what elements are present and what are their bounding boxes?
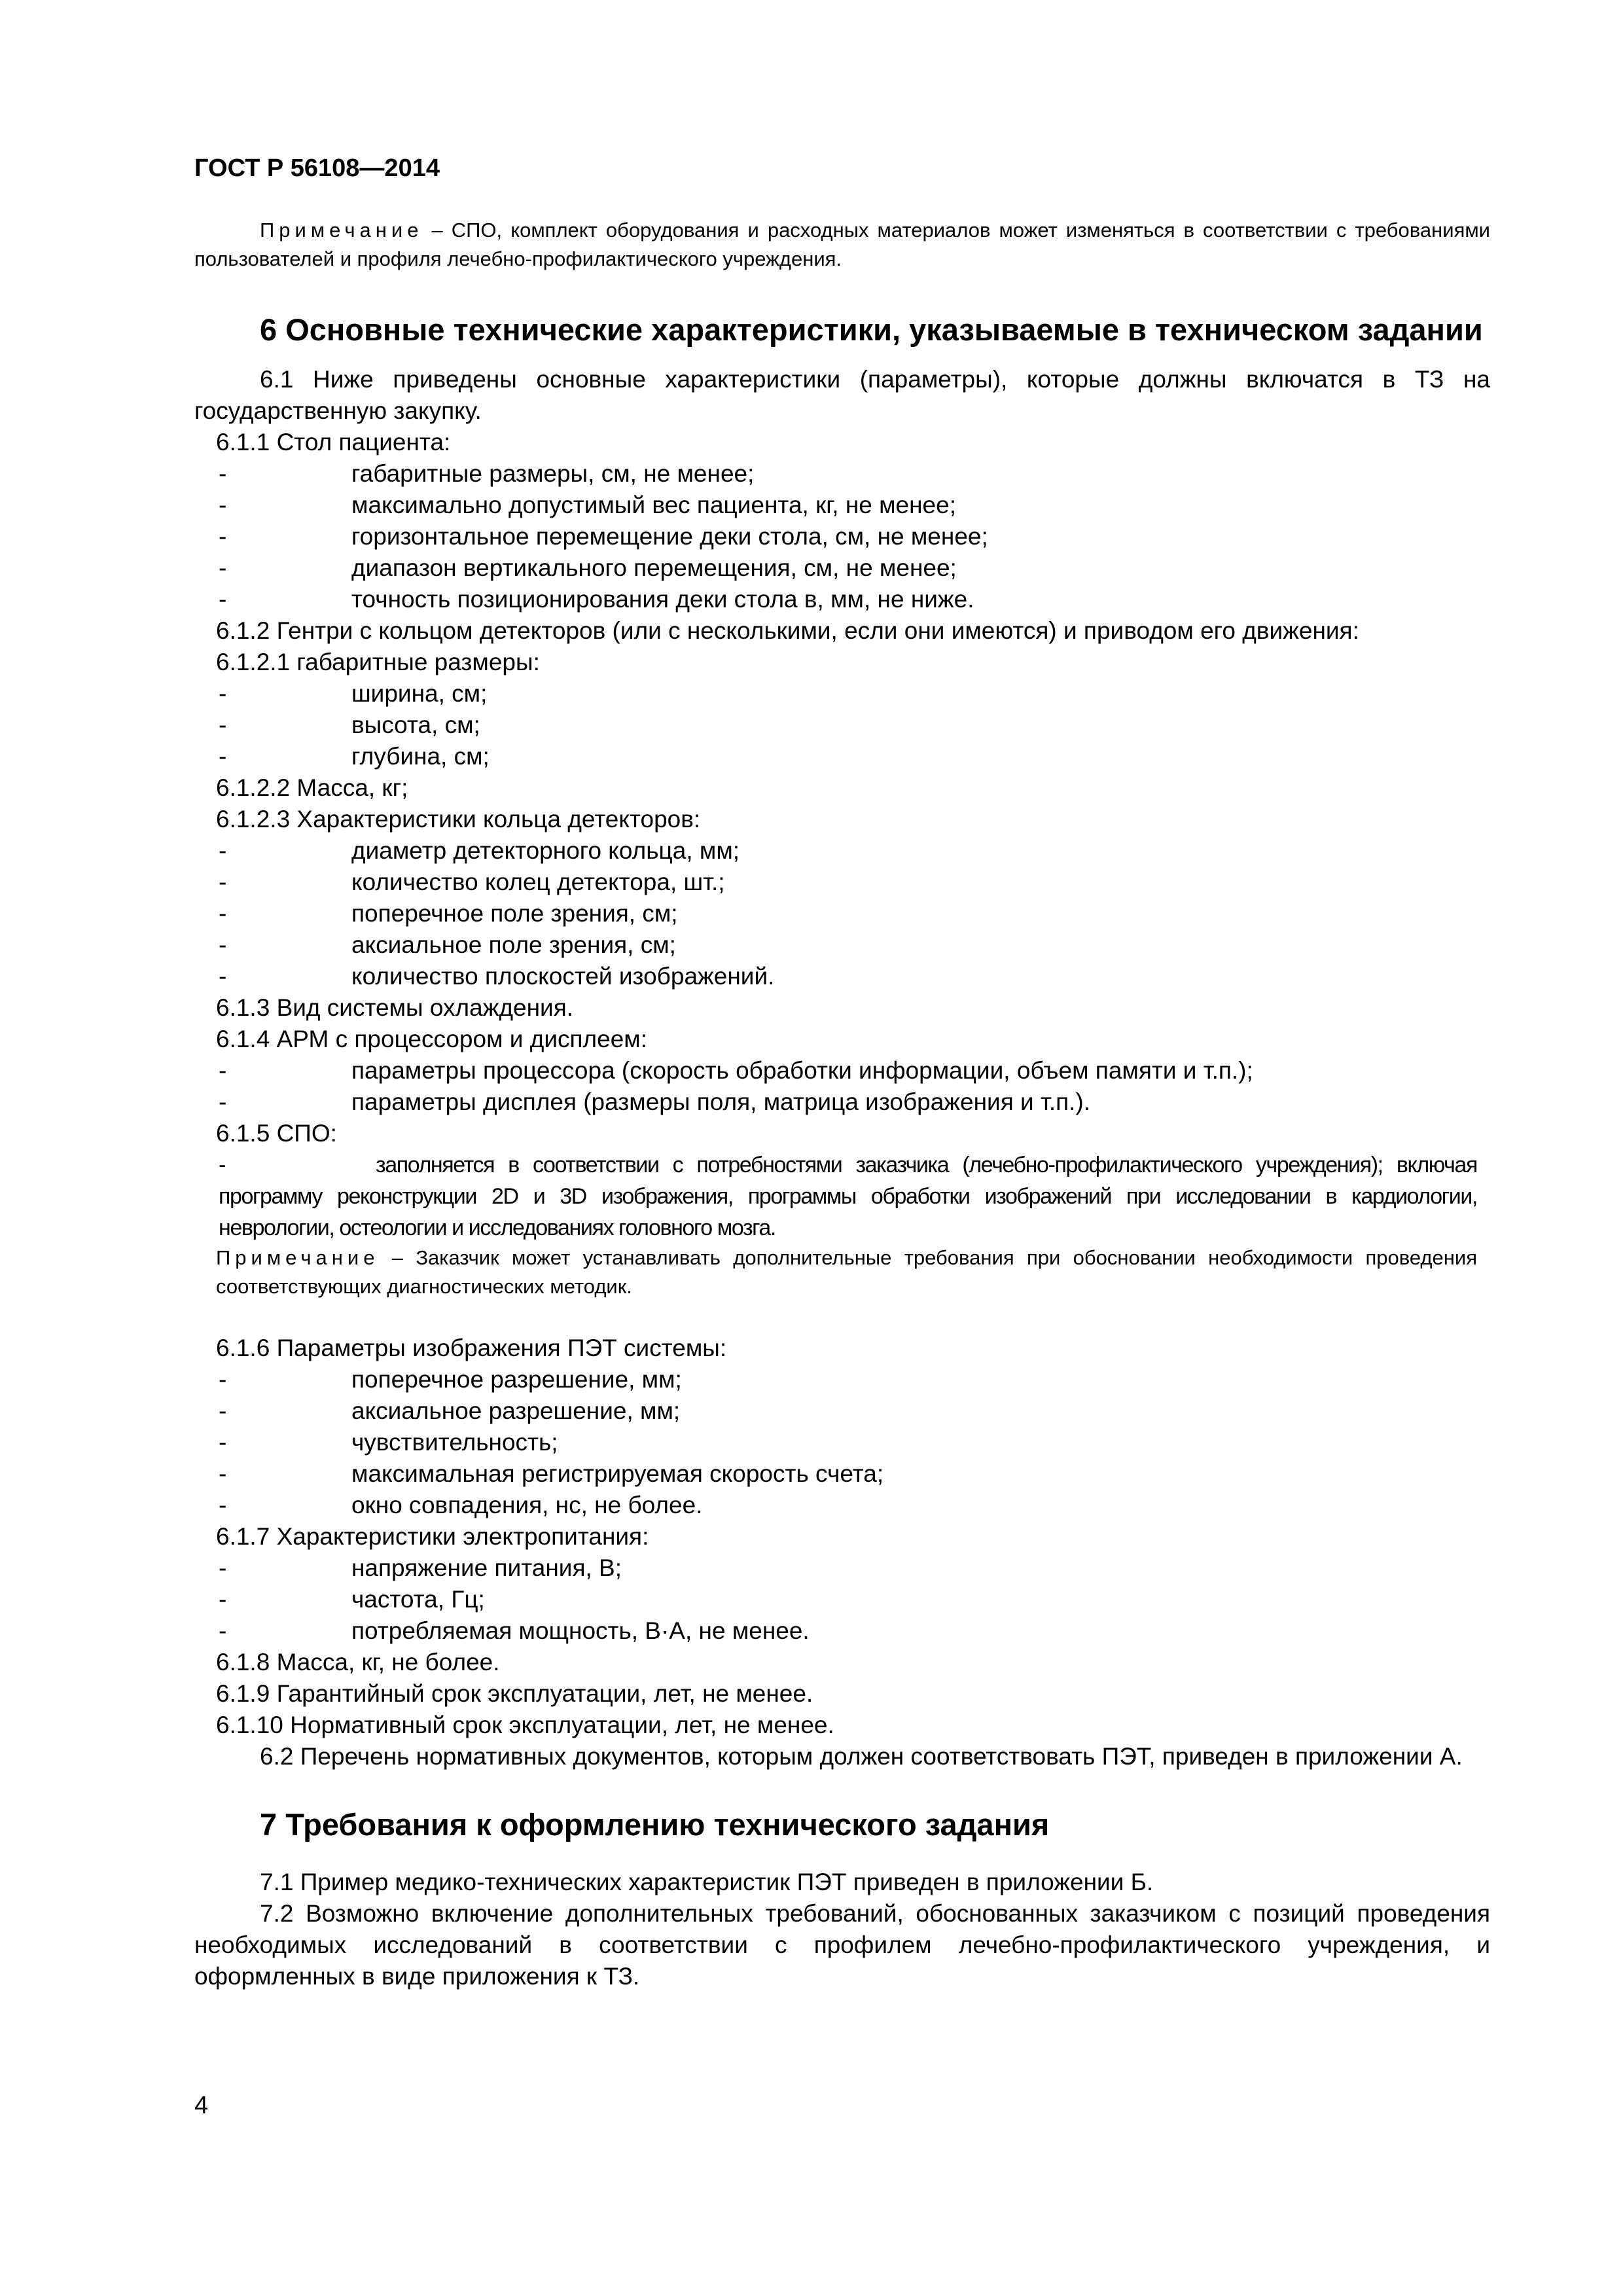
list-6-1-6 [194, 1364, 1490, 1521]
para-6-1-9: 6.1.9 Гарантийный срок эксплуатации, лет, не менее. [216, 1680, 813, 1707]
note-label: Примечание [216, 1246, 380, 1269]
para-6-1-2-1: 6.1.2.1 габаритные размеры: [216, 649, 540, 675]
list-item: - аксиальное поле зрения, см; [194, 929, 1490, 961]
para-6-1-2-3: 6.1.2.3 Характеристики кольца детекторов: [216, 806, 701, 833]
list-6-1-2-1 [194, 678, 1490, 772]
list-item: - потребляемая мощность, В·А, не менее. [194, 1615, 1490, 1647]
page-number: 4 [194, 2092, 209, 2119]
para-6-1: 6.1 Ниже приведены основные характеристики (параметры), которые должны включатся в ТЗ на государственную закупку. [194, 366, 1490, 424]
list-item: - частота, Гц; [194, 1584, 1490, 1615]
para-6-2: 6.2 Перечень нормативных документов, которым должен соответствовать ПЭТ, приведен в приложении А. [260, 1743, 1463, 1770]
para-6-1-1: 6.1.1 Стол пациента: [216, 429, 451, 456]
list-item: - диаметр детекторного кольца, мм; [194, 835, 1490, 867]
list-6-1-1 [194, 458, 1490, 615]
list-item: - диапазон вертикального перемещения, см, не менее; [194, 552, 1490, 584]
list-item: - количество плоскостей изображений. [194, 961, 1490, 992]
note-label: Примечание [260, 219, 423, 242]
list-item: - ширина, см; [194, 678, 1490, 709]
list-6-1-4 [194, 1055, 1490, 1118]
para-6-1-8: 6.1.8 Масса, кг, не более. [216, 1649, 500, 1676]
list-item: - глубина, см; [194, 741, 1490, 772]
para-6-1-10: 6.1.10 Нормативный срок эксплуатации, лет, не менее. [216, 1712, 834, 1738]
list-item: - поперечное поле зрения, см; [194, 898, 1490, 929]
note-2 [194, 1244, 1490, 1301]
list-item: - высота, см; [194, 709, 1490, 741]
para-6-1-3: 6.1.3 Вид системы охлаждения. [216, 994, 574, 1021]
list-6-1-7 [194, 1552, 1490, 1647]
list-item: - поперечное разрешение, мм; [194, 1364, 1490, 1395]
spo-text: заполняется в соответствии с потребностями заказчика (лечебно-профилактического учреждения); включая программу реконструкции 2D и 3D изображения, программы обработки изображений при исследовании в кардиологии, неврологии, остеологии и исследованиях головного мозга. [219, 1153, 1477, 1240]
section-6-title: 6 Основные технические характеристики, указываемые в техническом задании [260, 312, 1483, 347]
list-item: - максимальная регистрируемая скорость счета; [194, 1458, 1490, 1490]
note-text: – СПО, комплект оборудования и расходных материалов может изменяться в соответствии с требованиями пользователей и профиля лечебно-профилактического учреждения. [194, 219, 1490, 270]
section-7-title: 7 Требования к оформлению технического задания [260, 1807, 1050, 1842]
list-item: - окно совпадения, нс, не более. [194, 1490, 1490, 1521]
list-item: - напряжение питания, В; [194, 1552, 1490, 1584]
list-item: - максимально допустимый вес пациента, кг, не менее; [194, 490, 1490, 521]
list-item: - габаритные размеры, см, не менее; [194, 458, 1490, 490]
list-6-1-2-3 [194, 835, 1490, 992]
para-7-1: 7.1 Пример медико-технических характеристик ПЭТ приведен в приложении Б. [260, 1869, 1154, 1895]
para-6-1-6: 6.1.6 Параметры изображения ПЭТ системы: [216, 1335, 727, 1361]
page-content [194, 216, 1490, 1992]
para-6-1-7: 6.1.7 Характеристики электропитания: [216, 1523, 649, 1550]
para-6-1-2-2: 6.1.2.2 Масса, кг; [216, 774, 408, 801]
list-item: - аксиальное разрешение, мм; [194, 1395, 1490, 1427]
list-item: - чувствительность; [194, 1427, 1490, 1458]
list-item: - параметры процессора (скорость обработки информации, объем памяти и т.п.); [194, 1055, 1490, 1086]
standard-header: ГОСТ Р 56108—2014 [194, 154, 440, 182]
para-7-2: 7.2 Возможно включение дополнительных требований, обоснованных заказчиком с позиций проведения необходимых исследований в соответствии с профилем лечебно-профилактического учреждения, и оформленных в виде приложения к ТЗ. [194, 1900, 1490, 1990]
para-6-1-4: 6.1.4 АРМ с процессором и дисплеем: [216, 1026, 648, 1052]
note-text: – Заказчик может устанавливать дополнительные требования при обосновании необходимости проведения соответствующих диагностических методик. [216, 1246, 1477, 1298]
para-6-1-2: 6.1.2 Гентри с кольцом детекторов (или с несколькими, если они имеются) и приводом его движения: [216, 617, 1359, 644]
top-note [194, 216, 1490, 274]
list-item: - точность позиционирования деки стола в, мм, не ниже. [194, 584, 1490, 615]
spo-dash: - [219, 1153, 225, 1177]
para-6-1-5: 6.1.5 СПО: [216, 1120, 337, 1147]
spo-paragraph [194, 1149, 1490, 1244]
list-item: - количество колец детектора, шт.; [194, 867, 1490, 898]
list-item: - горизонтальное перемещение деки стола, см, не менее; [194, 521, 1490, 552]
list-item: - параметры дисплея (размеры поля, матрица изображения и т.п.). [194, 1086, 1490, 1118]
